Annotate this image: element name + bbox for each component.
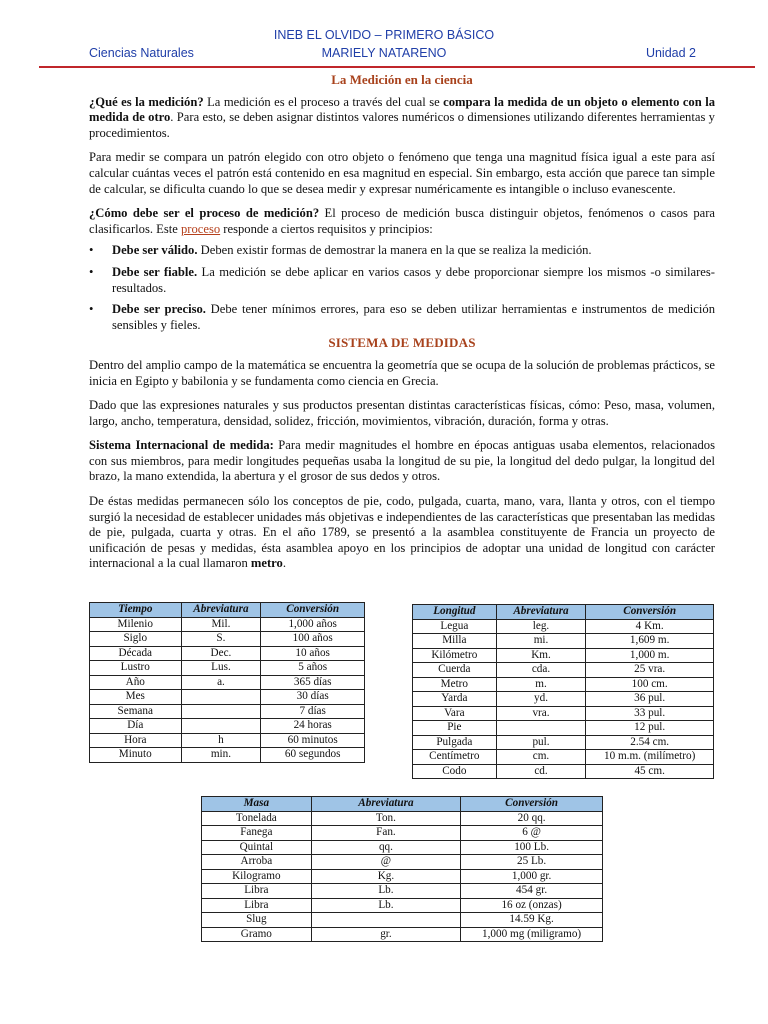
header-unit: Unidad 2 [645,46,696,60]
cell: Codo [413,764,497,779]
cell: min. [181,748,261,763]
cell: 30 días [261,690,365,705]
cell: 24 horas [261,719,365,734]
table-row [202,913,603,928]
table-row [202,840,603,855]
cell: Legua [413,619,497,634]
cell: Década [90,646,182,661]
table-row [413,750,714,765]
cell: vra. [496,706,586,721]
table-row [90,661,365,676]
table-row [90,748,365,763]
requirements-list [89,243,715,333]
cell: 365 días [261,675,365,690]
cell: 12 pul. [586,721,714,736]
cell: 1,609 m. [586,634,714,649]
cell: 33 pul. [586,706,714,721]
cell: pul. [496,735,586,750]
cell: Lb. [311,884,461,899]
cell: 10 años [261,646,365,661]
cell: gr. [311,927,461,942]
cell: Quintal [202,840,312,855]
cell: Mes [90,690,182,705]
header-subject: Ciencias Naturales [89,46,194,60]
table-row [413,663,714,678]
cell: Mil. [181,617,261,632]
column-header: Abreviatura [311,797,461,812]
table-row [202,855,603,870]
table-row [413,648,714,663]
paragraph-metro [89,494,715,572]
cell: 10 m.m. (milímetro) [586,750,714,765]
cell: Lb. [311,898,461,913]
cell: 5 años [261,661,365,676]
text: De éstas medidas permanecen sólo los conceptos de pie, codo, pulgada, cuarta, mano, vara, llanta y otros, con el tiempo surgió la necesidad de establecer unidades más objetivas e independientes de las características que presentaban las medidas de pie, pulgada, cuarta y otras. En el año 1789, se presentó a la asamblea constituyente de Francia un proyecto de unificación de pesas y medidas, ésta asamblea apoyo en los principios de adoptar una unidad de longitud con carácter internacional a la cual llamaron [89,494,715,571]
cell: Centímetro [413,750,497,765]
cell: Kilómetro [413,648,497,663]
cell: h [181,733,261,748]
table-row [413,735,714,750]
cell: Km. [496,648,586,663]
bullet-icon: • [89,302,94,317]
cell [311,913,461,928]
cell: Fan. [311,826,461,841]
cell: m. [496,677,586,692]
cell: 7 días [261,704,365,719]
cell: leg. [496,619,586,634]
table-header [202,797,603,812]
table-row [90,632,365,647]
column-header: Conversión [461,797,603,812]
paragraph-medicion [89,95,715,142]
cell: 2.54 cm. [586,735,714,750]
bullet-title: Debe ser válido. [112,243,198,258]
text: La medición es el proceso a través del cual se [203,94,444,109]
text: Para medir magnitudes el hombre en épocas antiguas usaba elementos, relacionados con sus miembros, para medir longitudes pequeñas usaba la longitud de su pie, la longitud del dedo pulgar, la longitud del brazo, la mano extendida, la abertura y el grosor de sus dedos y otros. [89,438,715,484]
text: responde a ciertos requisitos y principios: [220,221,433,236]
cell: Kg. [311,869,461,884]
bold-text: compara la medida de un objeto o elemento con la medida de otro [89,94,715,125]
table-row [413,619,714,634]
paragraph-geometria: Dentro del amplio campo de la matemática se encuentra la geometría que se ocupa de la solución de problemas prácticos, se inicia en Egipto y babilonia y se fundamenta como ciencia en Grecia. [89,357,715,388]
cell: Minuto [90,748,182,763]
table-row [413,764,714,779]
cell: Slug [202,913,312,928]
cell: cda. [496,663,586,678]
question-proceso: ¿Cómo debe ser el proceso de medición? [89,206,320,221]
table-row [90,704,365,719]
cell: Milla [413,634,497,649]
document-body [89,71,715,581]
table-row [202,869,603,884]
text: El proceso de medición busca distinguir objetos, fenómenos o casos para clasificarlos. Este [89,206,715,236]
bold-text: Sistema Internacional de medida: [89,438,274,453]
table-row [202,927,603,942]
table-row [202,898,603,913]
cell: S. [181,632,261,647]
cell: 454 gr. [461,884,603,899]
cell: Fanega [202,826,312,841]
cell [496,721,586,736]
cell: 25 Lb. [461,855,603,870]
table-masa [201,796,603,942]
table-row [413,692,714,707]
paragraph-patron: Para medir se compara un patrón elegido con otro objeto o fenómeno que tenga una magnitud física igual a este para así calcular cuántas veces el patrón está contenido en esa magnitud en especial. Sin embargo, esta acción que parece tan simple de calcular, se dificulta cuando lo que se desea medir y expresar numéricamente es intangible o incluso evanescente. [89,150,715,196]
cell: Gramo [202,927,312,942]
cell: Cuerda [413,663,497,678]
table-header [413,605,714,620]
cell: 20 qq. [461,811,603,826]
cell [181,690,261,705]
cell: 1,000 m. [586,648,714,663]
cell: Milenio [90,617,182,632]
cell: 100 Lb. [461,840,603,855]
table-row [413,634,714,649]
cell: Metro [413,677,497,692]
cell: Ton. [311,811,461,826]
paragraph-caracteristicas: Dado que las expresiones naturales y sus productos presentan distintas características físicas, cómo: Peso, masa, volumen, largo, ancho, temperatura, densidad, solidez, fricción, movimientos, vibración, duración, forma y otras. [89,398,715,428]
cell: 1,000 años [261,617,365,632]
cell: 16 oz (onzas) [461,898,603,913]
cell: a. [181,675,261,690]
cell: Libra [202,898,312,913]
table-row [90,617,365,632]
cell: cd. [496,764,586,779]
cell: 14.59 Kg. [461,913,603,928]
cell: Año [90,675,182,690]
list-item [89,243,715,259]
table-row [90,733,365,748]
column-header: Conversión [586,605,714,620]
cell: 4 Km. [586,619,714,634]
cell: Pulgada [413,735,497,750]
bullet-text: Deben existir formas de demostrar la manera en la que se realiza la medición. [197,243,592,258]
column-header: Conversión [261,603,365,618]
bullet-icon: • [89,264,94,279]
bullet-text: La medición se debe aplicar en varios casos y debe proporcionar siempre los mismos -o similares- resultados. [112,264,715,295]
cell: Libra [202,884,312,899]
cell: 1,000 gr. [461,869,603,884]
cell: 100 cm. [586,677,714,692]
paragraph-proceso [89,206,715,237]
table-row [413,677,714,692]
column-header: Tiempo [90,603,182,618]
cell: Vara [413,706,497,721]
cell: 60 minutos [261,733,365,748]
cell: Lustro [90,661,182,676]
header-teacher: MARIELY NATARENO [321,46,447,60]
bullet-icon: • [89,243,94,258]
column-header: Masa [202,797,312,812]
paragraph-sistema-internacional [89,438,715,485]
cell: Semana [90,704,182,719]
cell: Kilogramo [202,869,312,884]
table-row [90,675,365,690]
table-row [202,884,603,899]
section-title: SISTEMA DE MEDIDAS [328,335,476,351]
cell: Yarda [413,692,497,707]
list-item [89,302,715,333]
table-row [90,690,365,705]
cell: 100 años [261,632,365,647]
cell: Arroba [202,855,312,870]
header-school: INEB EL OLVIDO – PRIMERO BÁSICO [273,28,495,42]
cell: Pie [413,721,497,736]
cell: 1,000 mg (miligramo) [461,927,603,942]
cell: Dec. [181,646,261,661]
page-title: La Medición en la ciencia [331,72,473,87]
table-row [90,646,365,661]
bold-text: metro [250,556,283,571]
cell: Tonelada [202,811,312,826]
cell: Hora [90,733,182,748]
table-row [413,706,714,721]
list-item [89,265,715,296]
bullet-title: Debe ser fiable. [112,264,198,279]
cell: 45 cm. [586,764,714,779]
cell: cm. [496,750,586,765]
cell: qq. [311,840,461,855]
cell: Lus. [181,661,261,676]
table-tiempo [89,602,365,763]
table-row [202,811,603,826]
cell: 60 segundos [261,748,365,763]
column-header: Abreviatura [181,603,261,618]
cell: Siglo [90,632,182,647]
cell: Día [90,719,182,734]
header-rule [39,66,755,68]
column-header: Abreviatura [496,605,586,620]
cell [181,704,261,719]
table-row [90,719,365,734]
cell: yd. [496,692,586,707]
bullet-title: Debe ser preciso. [112,302,206,317]
cell: 25 vra. [586,663,714,678]
cell: mi. [496,634,586,649]
table-row [202,826,603,841]
table-header [90,603,365,618]
bullet-text: Debe tener mínimos errores, para eso se deben utilizar herramientas e instrumentos de medición sensibles y fieles. [112,302,715,332]
column-header: Longitud [413,605,497,620]
cell: 36 pul. [586,692,714,707]
proceso-link[interactable]: proceso [180,221,221,236]
cell: 6 @ [461,826,603,841]
table-longitud [412,604,714,779]
question-medicion: ¿Qué es la medición? [89,94,204,109]
cell [181,719,261,734]
text: . Para esto, se deben asignar distintos valores numéricos o dimensiones utilizando diferentes herramientas y procedimientos. [89,110,715,140]
table-row [413,721,714,736]
cell: @ [311,855,461,870]
text: . [282,556,286,571]
